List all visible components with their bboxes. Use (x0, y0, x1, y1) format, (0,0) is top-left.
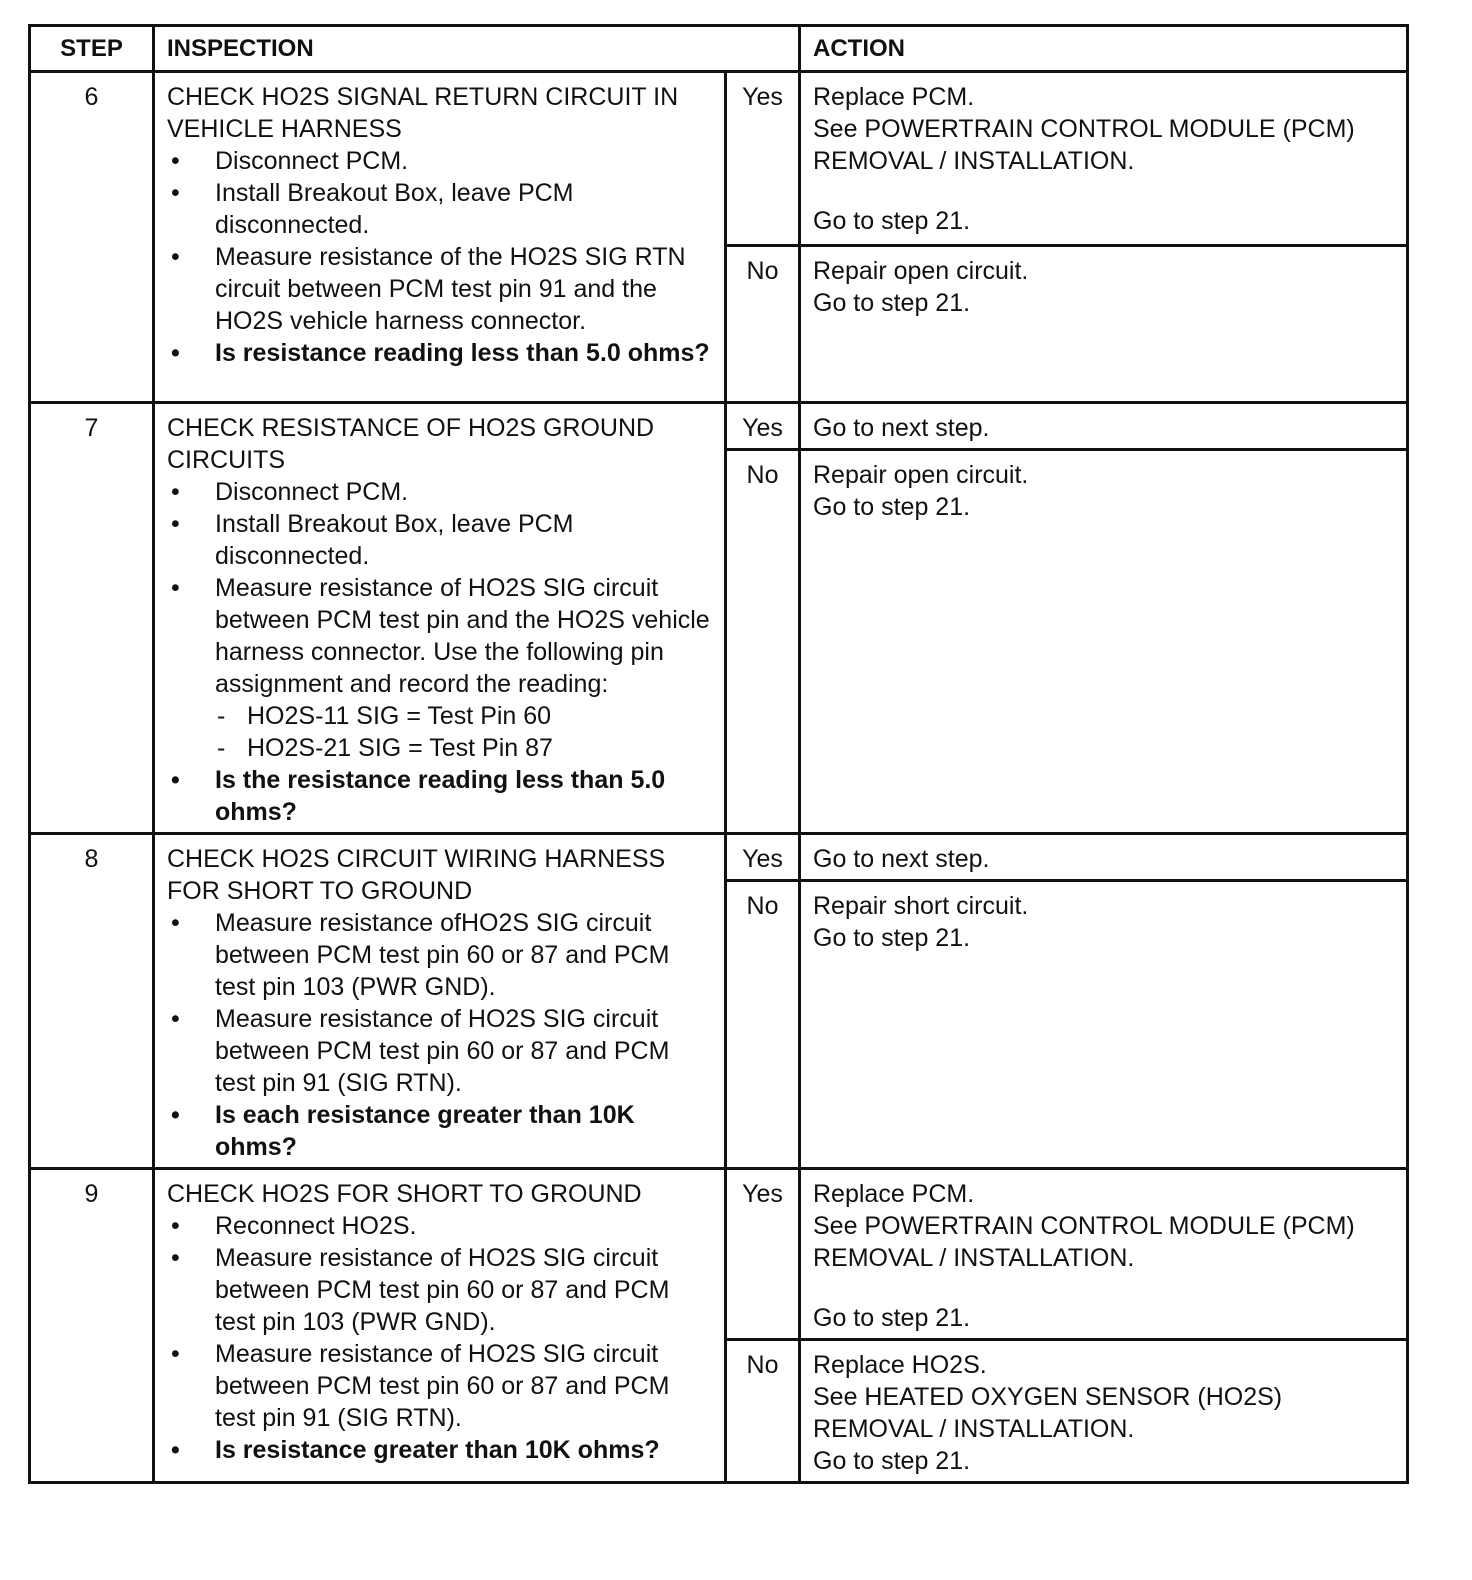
action-line: See POWERTRAIN CONTROL MODULE (PCM) (813, 1212, 1355, 1240)
yes-label: Yes (726, 1169, 800, 1340)
no-action (800, 450, 1408, 834)
action-line: Go to step 21. (813, 1447, 971, 1475)
action-line: REMOVAL / INSTALLATION. (813, 1415, 1135, 1443)
step-title: CHECK HO2S CIRCUIT WIRING HARNESS FOR SHORT TO GROUND (167, 845, 666, 905)
step-number: 6 (30, 72, 154, 403)
yes-action (800, 834, 1408, 881)
diagnostic-procedure-sheet (28, 24, 1406, 1484)
no-action (800, 246, 1408, 403)
step-bullets (167, 476, 714, 828)
action-line: Go to step 21. (813, 289, 971, 317)
step-bullets (167, 907, 714, 1163)
action-line: REMOVAL / INSTALLATION. (813, 1244, 1135, 1272)
step-title: CHECK HO2S FOR SHORT TO GROUND (167, 1180, 642, 1208)
header-inspection: INSPECTION (154, 26, 800, 72)
bullet-item: • Disconnect PCM. (167, 476, 714, 508)
step-number: 9 (30, 1169, 154, 1483)
action-line: Replace HO2S. (813, 1351, 987, 1379)
yes-label: Yes (726, 72, 800, 246)
yes-label: Yes (726, 403, 800, 450)
action-goto: Go to step 21. (813, 1304, 971, 1332)
action-line: Replace PCM. (813, 1180, 975, 1208)
no-label: No (726, 881, 800, 1169)
step-inspection (154, 834, 726, 1169)
bullet-text: Measure resistance of HO2S SIG circuit between PCM test pin and the HO2S vehicle harness connector. Use the following pin assignment and record the reading: (215, 574, 710, 698)
step-title: CHECK HO2S SIGNAL RETURN CIRCUIT IN VEHICLE HARNESS (167, 83, 679, 143)
action-line: See HEATED OXYGEN SENSOR (HO2S) (813, 1383, 1283, 1411)
action-goto: Go to step 21. (813, 207, 971, 235)
action-line: See POWERTRAIN CONTROL MODULE (PCM) (813, 115, 1355, 143)
step-number: 7 (30, 403, 154, 834)
bullet-item: • Measure resistance of HO2S SIG circuit between PCM test pin 60 or 87 and PCM test pin 91 (SIG RTN). (167, 1338, 714, 1434)
pin-assignment: - HO2S-11 SIG = Test Pin 60 (215, 700, 714, 732)
step-bullets (167, 1210, 714, 1466)
pin-assignment: - HO2S-21 SIG = Test Pin 87 (215, 732, 714, 764)
action-line: Go to next step. (813, 845, 990, 873)
no-label: No (726, 1340, 800, 1483)
action-line: Go to next step. (813, 414, 990, 442)
step-title: CHECK RESISTANCE OF HO2S GROUND CIRCUITS (167, 414, 655, 474)
no-label: No (726, 246, 800, 403)
header-step: STEP (30, 26, 154, 72)
bullet-item: • Measure resistance of HO2S SIG circuit between PCM test pin 60 or 87 and PCM test pin 103 (PWR GND). (167, 1242, 714, 1338)
bullet-item: • Reconnect HO2S. (167, 1210, 714, 1242)
action-line: Go to step 21. (813, 493, 971, 521)
step-question: • Is resistance greater than 10K ohms? (167, 1434, 714, 1466)
no-label: No (726, 450, 800, 834)
bullet-item: • Measure resistance of the HO2S SIG RTN circuit between PCM test pin 91 and the HO2S vehicle harness connector. (167, 241, 714, 337)
header-action: ACTION (800, 26, 1408, 72)
action-line: REMOVAL / INSTALLATION. (813, 147, 1135, 175)
bullet-item: • Measure resistance ofHO2S SIG circuit between PCM test pin 60 or 87 and PCM test pin 103 (PWR GND). (167, 907, 714, 1003)
action-line: Go to step 21. (813, 924, 971, 952)
no-action (800, 1340, 1408, 1483)
action-line: Repair open circuit. (813, 461, 1029, 489)
action-line: Repair open circuit. (813, 257, 1029, 285)
yes-action (800, 1169, 1408, 1340)
bullet-item: • Install Breakout Box, leave PCM disconnected. (167, 508, 714, 572)
step-question: • Is the resistance reading less than 5.0 ohms? (167, 764, 714, 828)
step-inspection (154, 72, 726, 403)
step-inspection (154, 403, 726, 834)
step-8-yes-row (30, 834, 1408, 881)
table-header-row (30, 26, 1408, 72)
pin-assignment-list (215, 700, 714, 764)
bullet-item: • Measure resistance of HO2S SIG circuit between PCM test pin 60 or 87 and PCM test pin 91 (SIG RTN). (167, 1003, 714, 1099)
step-inspection (154, 1169, 726, 1483)
step-7-yes-row (30, 403, 1408, 450)
action-line: Repair short circuit. (813, 892, 1029, 920)
diagnostic-table (28, 24, 1409, 1484)
step-question: • Is resistance reading less than 5.0 ohms? (167, 337, 714, 369)
step-9-yes-row (30, 1169, 1408, 1340)
bullet-item: • Disconnect PCM. (167, 145, 714, 177)
step-6-yes-row (30, 72, 1408, 246)
yes-action (800, 72, 1408, 246)
step-number: 8 (30, 834, 154, 1169)
no-action (800, 881, 1408, 1169)
yes-action (800, 403, 1408, 450)
bullet-item (167, 572, 714, 764)
yes-label: Yes (726, 834, 800, 881)
action-line: Replace PCM. (813, 83, 975, 111)
bullet-item: • Install Breakout Box, leave PCM disconnected. (167, 177, 714, 241)
step-bullets (167, 145, 714, 369)
step-question: • Is each resistance greater than 10K ohms? (167, 1099, 714, 1163)
